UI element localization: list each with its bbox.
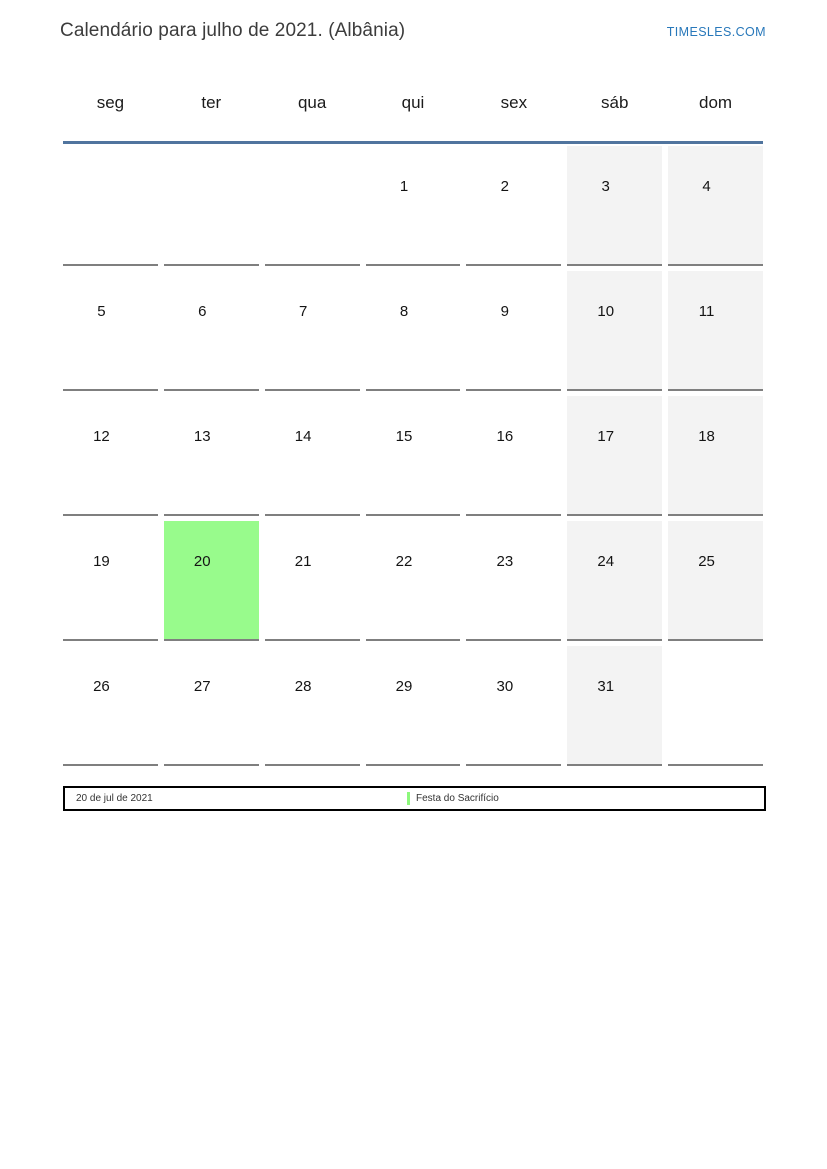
- weekday-sab: sáb: [601, 93, 629, 112]
- day-number: 19: [93, 553, 110, 570]
- day-cell-3: [567, 146, 662, 266]
- weekday-header-row: [63, 93, 763, 113]
- day-number: 21: [294, 553, 312, 570]
- day-number: 31: [597, 678, 615, 695]
- day-cell-7: [265, 271, 360, 391]
- weekday-seg: seg: [96, 93, 125, 112]
- day-cell-26: [63, 646, 158, 766]
- weekday-sex: sex: [500, 93, 528, 112]
- day-cell-9: [466, 271, 561, 391]
- day-cell-20: [164, 521, 259, 641]
- day-number: 24: [597, 553, 615, 570]
- day-cell-17: [567, 396, 662, 516]
- day-cell-28: [265, 646, 360, 766]
- day-cell-14: [265, 396, 360, 516]
- day-cell-27: [164, 646, 259, 766]
- day-cell-30: [466, 646, 561, 766]
- empty-day-cell: [63, 146, 158, 266]
- weekday-dom: dom: [699, 93, 733, 112]
- day-cell-24: [567, 521, 662, 641]
- day-number: 20: [193, 553, 211, 570]
- day-number: 22: [395, 553, 413, 570]
- day-number: 26: [93, 678, 110, 695]
- day-number: 23: [496, 553, 514, 570]
- day-cell-2: [466, 146, 561, 266]
- weekday-qui: qui: [401, 93, 425, 112]
- day-number: 28: [294, 678, 312, 695]
- day-cell-18: [668, 396, 763, 516]
- day-number: 4: [702, 178, 711, 195]
- day-cell-22: [366, 521, 461, 641]
- day-number: 30: [496, 678, 514, 695]
- header-divider-rule: [63, 141, 763, 144]
- day-cell-21: [265, 521, 360, 641]
- empty-day-cell: [164, 146, 259, 266]
- day-number: 7: [298, 303, 308, 320]
- day-cell-5: [63, 271, 158, 391]
- day-number: 27: [193, 678, 211, 695]
- weekday-qua: qua: [297, 93, 327, 112]
- day-cell-31: [567, 646, 662, 766]
- event-name-label: Festa do Sacrifício: [416, 793, 499, 804]
- day-number: 14: [294, 428, 312, 445]
- day-cell-8: [366, 271, 461, 391]
- day-number: 6: [198, 303, 207, 320]
- topbar: [60, 20, 766, 42]
- timesles-link[interactable]: TIMESLES.COM: [666, 25, 766, 39]
- page-title: Calendário para julho de 2021. (Albânia): [60, 20, 406, 41]
- day-number: 25: [698, 553, 715, 570]
- calendar-grid: [63, 146, 763, 766]
- weekday-ter: ter: [201, 93, 222, 112]
- day-cell-4: [668, 146, 763, 266]
- day-number: 10: [597, 303, 615, 320]
- day-number: 11: [698, 303, 715, 320]
- empty-day-cell: [668, 646, 763, 766]
- day-cell-19: [63, 521, 158, 641]
- event-legend-bar: [63, 786, 766, 811]
- legend-date-label: 20 de jul de 2021: [76, 793, 153, 804]
- day-number: 8: [399, 303, 409, 320]
- day-cell-10: [567, 271, 662, 391]
- day-cell-1: [366, 146, 461, 266]
- day-number: 3: [601, 178, 610, 195]
- event-color-marker-icon: [407, 792, 410, 805]
- day-cell-13: [164, 396, 259, 516]
- day-number: 17: [597, 428, 615, 445]
- day-cell-29: [366, 646, 461, 766]
- day-number: 12: [93, 428, 110, 445]
- day-number: 18: [698, 428, 715, 445]
- day-cell-23: [466, 521, 561, 641]
- day-number: 2: [500, 178, 510, 195]
- day-number: 13: [193, 428, 211, 445]
- day-cell-16: [466, 396, 561, 516]
- day-cell-15: [366, 396, 461, 516]
- day-cell-12: [63, 396, 158, 516]
- day-cell-25: [668, 521, 763, 641]
- day-number: 29: [395, 678, 413, 695]
- day-number: 5: [97, 303, 106, 320]
- day-number: 16: [496, 428, 514, 445]
- day-number: 15: [395, 428, 413, 445]
- event-legend-item: [407, 788, 499, 809]
- empty-day-cell: [265, 146, 360, 266]
- day-cell-6: [164, 271, 259, 391]
- day-number: 1: [399, 178, 409, 195]
- day-cell-11: [668, 271, 763, 391]
- day-number: 9: [500, 303, 510, 320]
